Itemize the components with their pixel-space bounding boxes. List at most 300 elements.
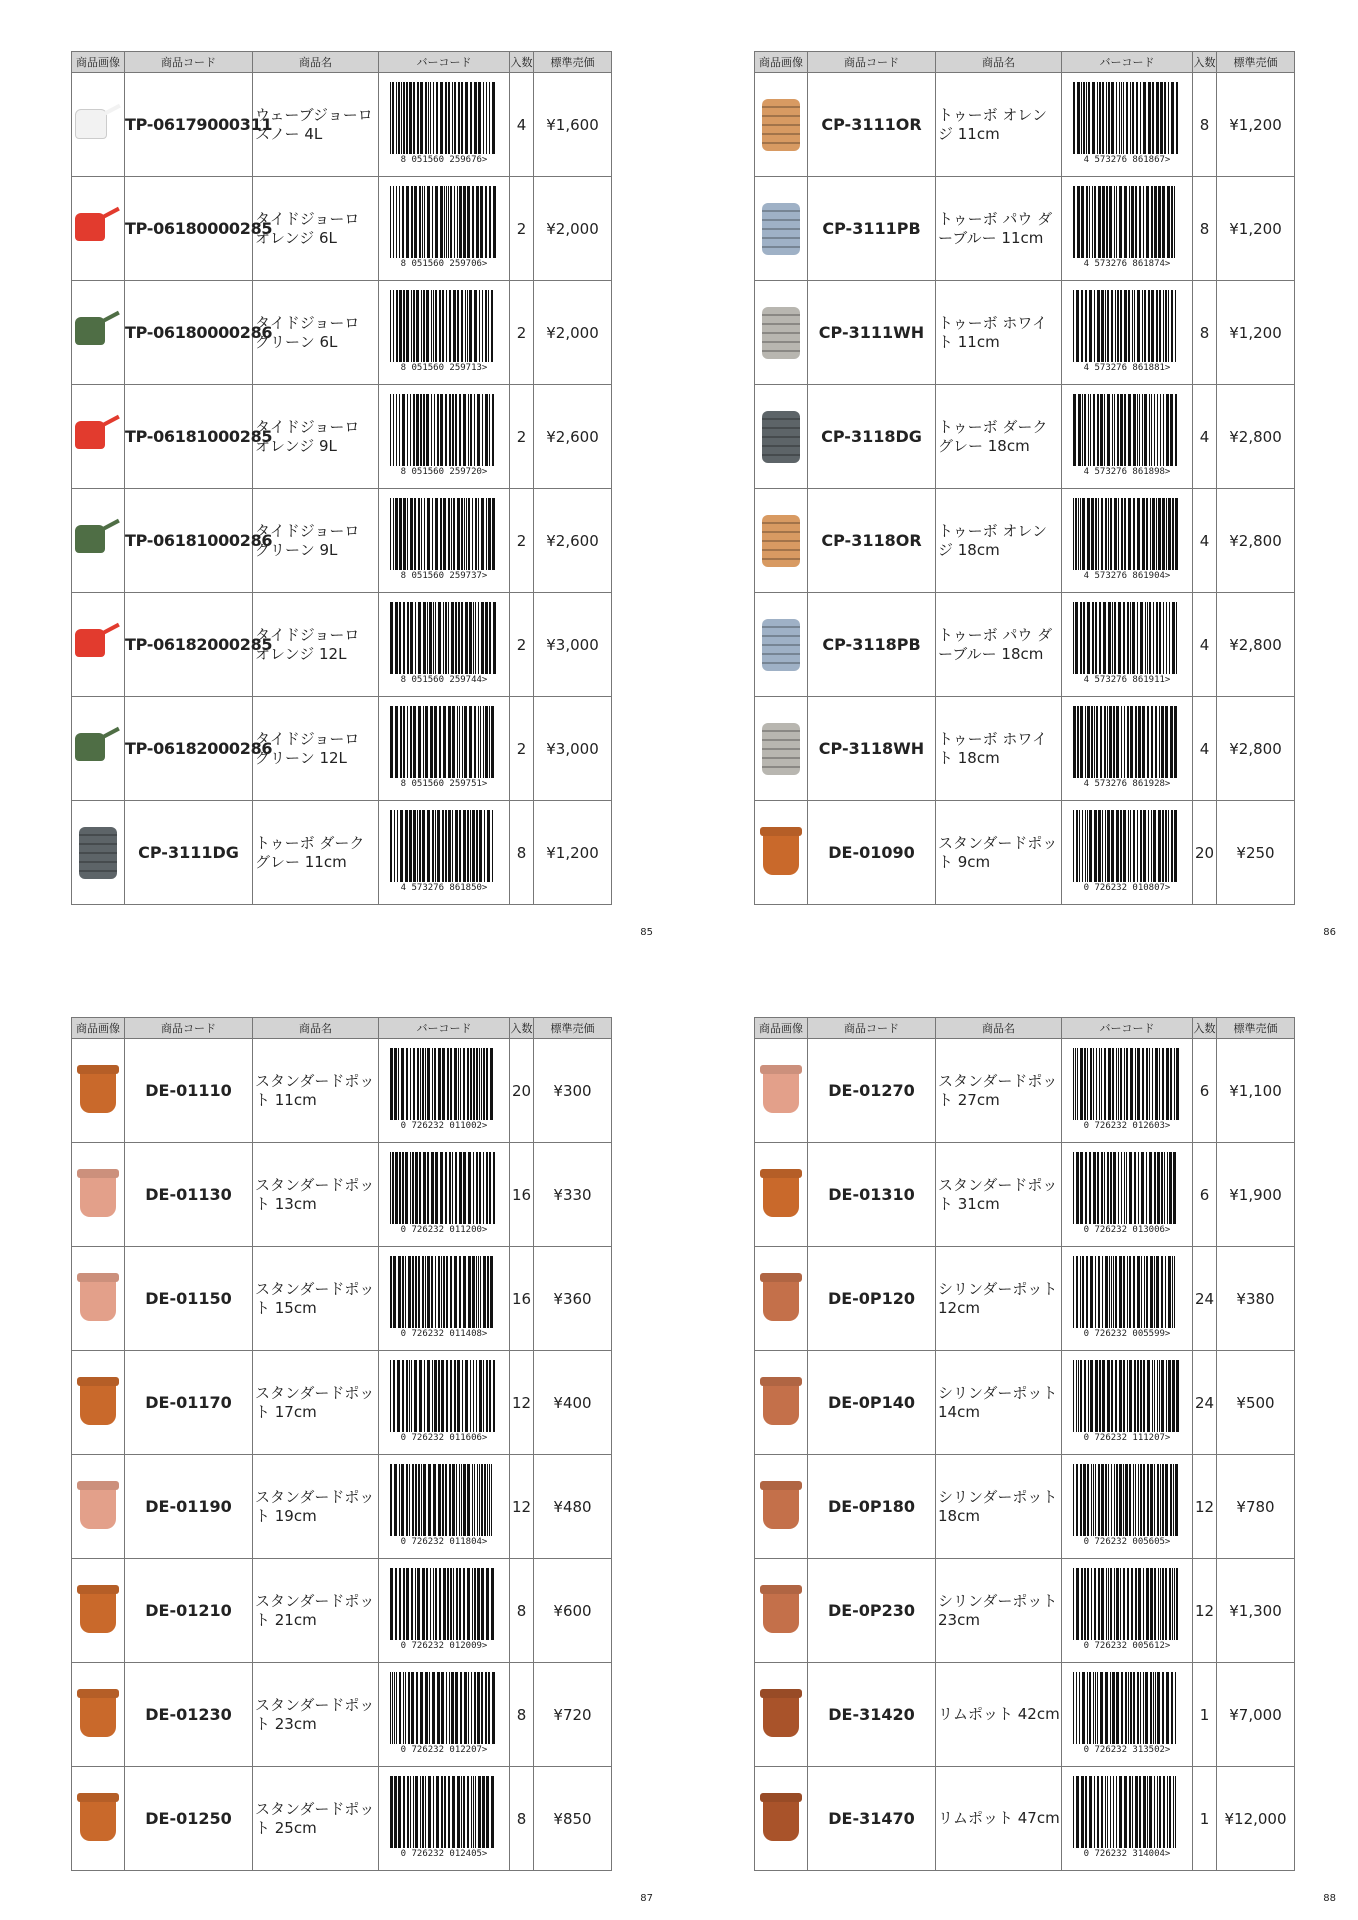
product-code: DE-01170 [125,1351,253,1455]
product-code: TP-06182000286 [125,697,253,801]
product-name: トゥーボ オレン ジ 11cm [936,73,1062,177]
product-image-cell [72,697,125,801]
barcode-bar [441,1256,442,1328]
barcode-bar [427,498,430,570]
barcode [1070,1360,1184,1446]
barcode-number: 4 573276 861850> [400,882,488,893]
standard-price: ¥1,200 [1217,177,1295,281]
barcode-bar [467,810,469,882]
barcode-bar [1142,1048,1144,1120]
barcode-bar [1138,1464,1139,1536]
barcode-bar [1110,1152,1112,1224]
barcode-bar [1153,810,1156,882]
barcode-bar [413,1776,414,1848]
barcode-number: 8 051560 259751> [400,778,488,789]
barcode-bar [1089,1672,1091,1744]
barcode-bar [1114,1464,1115,1536]
barcode-bar [487,810,490,882]
barcode-bar [476,810,478,882]
barcode-bar [1116,82,1117,154]
header-name: 商品名 [936,1018,1062,1039]
barcode-bar [402,394,405,466]
barcode-bar [433,1776,434,1848]
standard-price: ¥1,300 [1217,1559,1295,1663]
barcode-cell [379,1351,510,1455]
barcode-number: 0 726232 011408> [400,1328,488,1339]
barcode-bar [1151,706,1153,778]
product-image-cell [755,1247,808,1351]
barcode-bar [451,1672,454,1744]
barcode-bar [429,602,432,674]
table-header-row [72,52,612,73]
barcode-bar [390,810,392,882]
standard-price: ¥1,900 [1217,1143,1295,1247]
barcode-bar [467,1048,469,1120]
barcode-bar [421,498,422,570]
barcode-bar [394,1776,397,1848]
barcode-bar [1123,1256,1125,1328]
barcode-bar [1093,1152,1096,1224]
barcode-bar [1079,810,1080,882]
barcode-cell [1062,1559,1193,1663]
barcode [387,1672,501,1758]
product-image-cell [72,489,125,593]
barcode-bar [474,1672,476,1744]
barcode-bar [1175,1672,1176,1744]
barcode-bar [406,186,409,258]
barcode-bar [491,1568,494,1640]
barcode-bar [1130,1672,1132,1744]
barcode-bar [1085,810,1086,882]
ribbed-pot-shape [762,515,800,567]
barcode-bar [1126,1048,1128,1120]
barcode-bar [440,498,442,570]
barcode-bar [481,1048,482,1120]
barcode-bar [1073,1672,1074,1744]
barcode-bar [1132,1776,1133,1848]
barcode-bar [473,1776,474,1848]
barcode-bar [439,706,441,778]
barcode-bar [483,82,484,154]
pack-quantity: 2 [510,281,534,385]
barcode-bar [441,1672,444,1744]
barcode-bar [460,1672,462,1744]
barcode-bar [481,1672,483,1744]
barcode-bar [446,1360,448,1432]
barcode-bar [1081,1568,1083,1640]
barcode-bar [1111,290,1113,362]
barcode-bar [1133,1464,1134,1536]
product-image-cell [755,489,808,593]
barcode-bar [1081,290,1083,362]
header-code: 商品コード [125,52,253,73]
barcode-bar [463,1048,465,1120]
barcode-bar [1152,82,1154,154]
barcode [387,290,501,376]
barcode-bar [1161,1152,1163,1224]
barcode-bar [478,602,479,674]
barcode-bar [1083,1464,1086,1536]
barcode-cell [379,697,510,801]
barcode-bar [1155,1672,1156,1744]
barcode-bar [1138,1152,1139,1224]
barcode-bar [407,1776,409,1848]
barcode-bar [468,394,469,466]
barcode-bar [1078,394,1081,466]
barcode-bar [1157,1464,1159,1536]
barcode-bar [415,602,416,674]
barcode-bar [1073,1152,1074,1224]
product-code: DE-0P120 [808,1247,936,1351]
barcode-bar [400,810,403,882]
barcode-bar [422,810,425,882]
barcode-bar [423,290,425,362]
barcode-bar [1133,498,1135,570]
barcode-bar [1085,1776,1087,1848]
table-row [755,385,1295,489]
product-image-cell [755,281,808,385]
barcode-bar [463,186,466,258]
barcode-bar [1073,1048,1074,1120]
barcode-bar [459,810,461,882]
pack-quantity: 8 [510,1663,534,1767]
product-code: DE-0P180 [808,1455,936,1559]
barcode-bar [489,1152,491,1224]
barcode-bar [410,394,411,466]
barcode-bar [468,1672,469,1744]
barcode-bar [1073,1360,1074,1432]
barcode-number: 4 573276 861928> [1083,778,1171,789]
barcode-bar [1165,290,1167,362]
barcode-bar [1073,1464,1074,1536]
barcode-bar [1135,1776,1138,1848]
product-table [754,51,1295,905]
watering-can-orange-icon [73,187,123,271]
barcode-bar [465,82,468,154]
ribbed-pot-white-icon [756,291,806,375]
barcode [1070,1776,1184,1862]
watering-can-orange-icon [73,603,123,687]
barcode-bar [406,290,409,362]
barcode-bar [419,810,421,882]
barcode-bar [1105,290,1106,362]
barcode-bar [1134,290,1135,362]
barcode-bar [476,186,479,258]
barcode-bar [427,186,430,258]
pack-quantity: 12 [1193,1455,1217,1559]
barcode-bar [1086,82,1087,154]
pack-quantity: 12 [510,1351,534,1455]
barcode-bar [493,602,496,674]
barcode-bar [472,1256,475,1328]
pot-shape [763,1379,799,1425]
barcode-number: 0 726232 005612> [1083,1640,1171,1651]
barcode-bar [414,186,417,258]
barcode-bar [1098,186,1101,258]
barcode-bar [1128,498,1131,570]
barcode-bar [1105,810,1106,882]
barcode-bar [427,1048,430,1120]
barcode-bar [443,602,444,674]
barcode-bar [1150,1256,1153,1328]
barcode [387,498,501,584]
barcode-bar [396,82,397,154]
ribbed-pot-dark-grey-icon [756,395,806,479]
barcode-bar [1162,1048,1164,1120]
barcode-bar [1114,602,1116,674]
barcode-bar [473,1152,474,1224]
barcode-bar [410,706,412,778]
standard-price: ¥300 [534,1039,612,1143]
barcode-cell [379,1455,510,1559]
barcode-bar [463,810,466,882]
barcode-cell [379,385,510,489]
barcode-cell [379,593,510,697]
barcode-bar [393,1256,396,1328]
barcode-cell [379,1247,510,1351]
barcode-bar [1146,1048,1148,1120]
barcode-bar [1141,1152,1144,1224]
barcode-cell [1062,1247,1193,1351]
barcode-bar [394,1464,397,1536]
table-header-row [755,1018,1295,1039]
rim-pot-icon [756,1777,806,1861]
table-row [755,1351,1295,1455]
header-price: 標準売価 [1217,52,1295,73]
barcode-bar [1107,810,1110,882]
barcode-bar [1135,1568,1137,1640]
table-row [755,1455,1295,1559]
barcode-bar [1112,1048,1114,1120]
barcode [1070,1568,1184,1654]
barcode-bar [1091,706,1093,778]
barcode-bar [1167,1776,1168,1848]
barcode-bar [454,186,455,258]
barcode-cell [1062,1351,1193,1455]
barcode-bar [1171,186,1173,258]
standard-price: ¥720 [534,1663,612,1767]
barcode-bar [1090,1256,1093,1328]
barcode-bar [486,1360,488,1432]
barcode-bar [412,1152,414,1224]
product-name: タイドジョーロ グリーン 6L [253,281,379,385]
pot-shape [80,1483,116,1529]
product-name: トゥーボ ホワイ ト 18cm [936,697,1062,801]
barcode-bar [413,82,415,154]
product-name: トゥーボ パウ ダーブルー 11cm [936,177,1062,281]
barcode-bar [1129,186,1130,258]
barcode-bar [458,82,460,154]
barcode [387,1464,501,1550]
barcode-bar [1108,498,1109,570]
barcode-bar [432,1048,433,1120]
watering-can-white-icon [73,83,123,167]
barcode-bar [455,1152,457,1224]
barcode-bars [1073,186,1181,258]
product-code: DE-01250 [125,1767,253,1871]
barcode-bar [1168,1360,1171,1432]
barcode-bar [430,706,433,778]
barcode-bar [437,1672,440,1744]
barcode-bar [431,290,432,362]
barcode-bar [1073,82,1075,154]
product-code: TP-06180000286 [125,281,253,385]
standard-price: ¥480 [534,1455,612,1559]
barcode-bar [1154,1360,1155,1432]
barcode-bar [1175,498,1178,570]
barcode-bars [390,1152,498,1224]
barcode-bar [1120,1568,1121,1640]
pack-quantity: 20 [510,1039,534,1143]
barcode-bar [401,1464,404,1536]
barcode-bar [489,602,491,674]
barcode-bar [1123,1568,1125,1640]
table-row [72,1455,612,1559]
product-image-cell [72,1767,125,1871]
barcode-bar [1109,706,1112,778]
product-image-cell [755,177,808,281]
barcode-bar [1135,706,1137,778]
barcode-bar [1082,498,1085,570]
barcode-bar [406,82,408,154]
terracotta-pot-icon [756,811,806,895]
barcode-bar [1076,1152,1079,1224]
barcode-bar [479,1464,480,1536]
barcode-bar [1126,1152,1127,1224]
barcode-bar [1168,290,1169,362]
barcode-bar [452,1152,453,1224]
barcode-bar [442,1464,444,1536]
barcode-bar [1172,1360,1175,1432]
barcode-bar [1126,82,1128,154]
barcode-bar [390,186,391,258]
barcode-cell [379,1663,510,1767]
barcode-cell [1062,1663,1193,1767]
barcode-bar [1137,810,1138,882]
barcode-bar [1116,1048,1117,1120]
product-image-cell [72,801,125,905]
barcode-bar [1150,1672,1152,1744]
barcode-bar [1154,186,1157,258]
barcode-bar [486,82,487,154]
barcode-bar [475,498,477,570]
barcode-cell [1062,177,1193,281]
barcode-bar [1137,602,1138,674]
pot-shape [80,1587,116,1633]
barcode-bar [1160,82,1163,154]
barcode-bar [415,1152,418,1224]
barcode-bar [1093,1672,1094,1744]
barcode-bar [390,498,391,570]
barcode-bar [415,1464,417,1536]
barcode-bar [441,1360,444,1432]
barcode-bar [390,602,393,674]
barcode-bar [460,1048,461,1120]
barcode-bar [444,186,445,258]
barcode-bar [442,1048,445,1120]
barcode-bar [488,1672,490,1744]
barcode-bar [403,602,405,674]
barcode-bar [1094,810,1097,882]
barcode-bar [444,1776,446,1848]
cylinder-pot-icon [756,1361,806,1445]
barcode-bar [1114,498,1117,570]
barcode-bar [462,1360,463,1432]
pack-quantity: 2 [510,697,534,801]
product-name: トゥーボ ダーク グレー 11cm [253,801,379,905]
barcode-bar [1100,1672,1103,1744]
barcode-cell [1062,1455,1193,1559]
barcode-bar [1129,1776,1131,1848]
barcode-bar [1076,1568,1079,1640]
pot-shape [80,1379,116,1425]
ribbed-pot-orange-icon [756,83,806,167]
barcode-bar [489,1360,491,1432]
barcode-bar [1101,1152,1103,1224]
barcode-bar [1168,810,1169,882]
barcode-bar [399,498,402,570]
barcode-bar [478,82,481,154]
barcode-bar [1149,602,1151,674]
barcode-bar [470,1360,471,1432]
barcode-bar [403,1568,405,1640]
barcode-bar [1166,1672,1169,1744]
barcode-bar [399,1464,400,1536]
barcode-bar [459,706,460,778]
barcode-bar [484,810,485,882]
barcode-bar [1076,1464,1078,1536]
barcode-bar [402,1360,404,1432]
barcode-bar [1175,394,1177,466]
barcode-bar [1110,1672,1111,1744]
barcode-bar [1153,1672,1154,1744]
barcode-bar [491,290,493,362]
barcode-bars [390,1256,498,1328]
barcode-bar [1111,1360,1113,1432]
barcode-bar [450,186,452,258]
barcode-bar [398,1048,399,1120]
barcode-bar [418,602,421,674]
barcode-bar [1097,82,1098,154]
standard-price: ¥1,100 [1217,1039,1295,1143]
page-number: 85 [640,927,653,938]
barcode-bar [1087,498,1090,570]
barcode-bar [428,1776,431,1848]
watering-can-green-icon [73,291,123,375]
barcode-bar [1137,1048,1140,1120]
barcode-bar [390,1152,391,1224]
barcode-bar [452,810,453,882]
barcode-bar [411,1360,412,1432]
product-name: タイドジョーロ オレンジ 9L [253,385,379,489]
barcode-bar [428,1464,431,1536]
barcode-bar [1130,82,1131,154]
barcode-bar [433,290,434,362]
barcode-bar [1146,498,1148,570]
barcode-bar [1166,602,1167,674]
barcode-bar [440,82,443,154]
barcode-bar [432,186,433,258]
barcode-number: 4 573276 861867> [1083,154,1171,165]
barcode-number: 0 726232 011606> [400,1432,488,1443]
barcode-bar [1076,1672,1077,1744]
barcode-bar [1097,1672,1098,1744]
barcode-bar [393,394,394,466]
barcode-bar [493,186,496,258]
barcode-bar [466,498,467,570]
barcode-bar [1096,1048,1097,1120]
page-number: 87 [640,1893,653,1904]
